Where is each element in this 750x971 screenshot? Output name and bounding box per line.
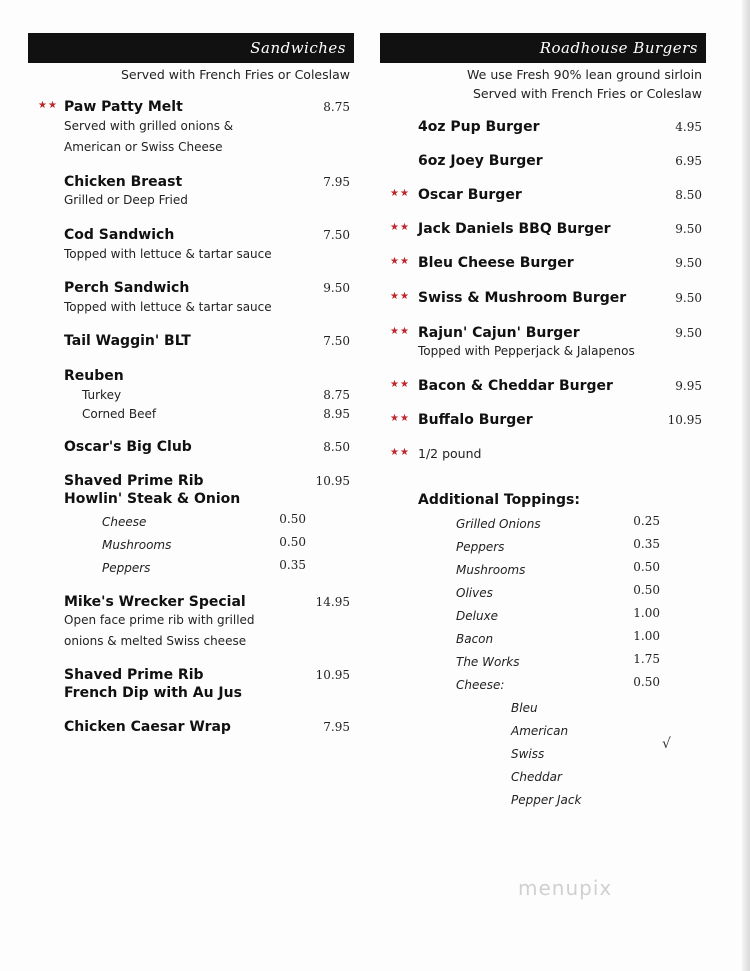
topping-price: 1.75 — [633, 652, 660, 666]
item-description: Topped with lettuce & tartar sauce — [64, 300, 272, 314]
topping-price: 1.00 — [633, 606, 660, 620]
topping-label: Cheese: — [456, 678, 505, 692]
topping-price: 0.25 — [633, 514, 660, 528]
item-name: Oscar's Big Club — [64, 439, 192, 455]
item-name: Buffalo Burger — [418, 412, 533, 428]
sub-option-label: Turkey — [82, 388, 122, 402]
item-price: 9.95 — [675, 379, 702, 393]
topping-price: 0.35 — [633, 537, 660, 551]
sub-option-price: 8.75 — [323, 388, 350, 402]
item-price: 8.50 — [323, 440, 350, 454]
item-price: 7.50 — [323, 228, 350, 242]
item-name: Howlin' Steak & Onion — [64, 491, 241, 507]
item-price: 7.50 — [323, 334, 350, 348]
star-icon: ★★ — [390, 326, 410, 337]
cheese-option: Bleu — [511, 701, 538, 715]
cheese-option: Swiss — [511, 747, 545, 761]
item-price: 9.50 — [323, 281, 350, 295]
topping-price: 0.50 — [633, 560, 660, 574]
option-label: Cheese — [102, 515, 147, 529]
item-name: Swiss & Mushroom Burger — [418, 290, 627, 306]
topping-price: 0.50 — [633, 583, 660, 597]
legend-text: 1/2 pound — [418, 446, 482, 461]
sub-option-price: 8.95 — [323, 407, 350, 421]
item-name: Bleu Cheese Burger — [418, 255, 574, 271]
item-name: Reuben — [64, 368, 124, 384]
item-name: Mike's Wrecker Special — [64, 594, 246, 610]
item-name: Jack Daniels BBQ Burger — [418, 221, 611, 237]
topping-label: Olives — [456, 586, 493, 600]
item-description: Open face prime rib with grilled — [64, 613, 255, 627]
topping-label: Mushrooms — [456, 563, 526, 577]
item-name: French Dip with Au Jus — [64, 685, 242, 701]
burgers-note: We use Fresh 90% lean ground sirloin — [467, 67, 702, 82]
item-description: onions & melted Swiss cheese — [64, 634, 247, 648]
item-price: 9.50 — [675, 256, 702, 270]
item-name: Chicken Breast — [64, 174, 183, 190]
option-price: 0.35 — [279, 558, 306, 572]
item-name: 4oz Pup Burger — [418, 119, 540, 135]
item-name: Paw Patty Melt — [64, 99, 183, 115]
star-icon: ★★ — [390, 379, 410, 390]
toppings-heading: Additional Toppings: — [418, 492, 580, 508]
cheese-option: Pepper Jack — [511, 793, 582, 807]
item-name: Cod Sandwich — [64, 227, 175, 243]
item-description: American or Swiss Cheese — [64, 140, 223, 154]
item-name: Tail Waggin' BLT — [64, 333, 191, 349]
star-icon: ★★ — [390, 447, 410, 458]
burgers-note: Served with French Fries or Coleslaw — [472, 86, 702, 101]
item-name: Shaved Prime Rib — [64, 473, 204, 489]
item-price: 4.95 — [675, 120, 702, 134]
item-name: Chicken Caesar Wrap — [64, 719, 231, 735]
star-icon: ★★ — [38, 100, 58, 111]
topping-label: Grilled Onions — [456, 517, 541, 531]
item-name: Shaved Prime Rib — [64, 667, 204, 683]
sandwiches-banner: Sandwiches — [28, 33, 354, 63]
item-price: 10.95 — [315, 474, 350, 488]
cheese-option: Cheddar — [511, 770, 562, 784]
item-name: Oscar Burger — [418, 187, 522, 203]
item-name: 6oz Joey Burger — [418, 153, 543, 169]
topping-label: Deluxe — [456, 609, 499, 623]
item-description: Topped with Pepperjack & Jalapenos — [418, 344, 635, 358]
star-icon: ★★ — [390, 188, 410, 199]
topping-label: Peppers — [456, 540, 505, 554]
item-price: 8.75 — [323, 100, 350, 114]
option-price: 0.50 — [279, 512, 306, 526]
option-label: Mushrooms — [102, 538, 172, 552]
item-price: 8.50 — [675, 188, 702, 202]
item-description: Topped with lettuce & tartar sauce — [64, 247, 272, 261]
item-price: 10.95 — [315, 668, 350, 682]
topping-label: Bacon — [456, 632, 494, 646]
item-description: Grilled or Deep Fried — [64, 193, 188, 207]
burgers-banner: Roadhouse Burgers — [380, 33, 706, 63]
topping-label: The Works — [456, 655, 520, 669]
pen-mark-icon: √ — [662, 736, 671, 752]
sandwiches-note: Served with French Fries or Coleslaw — [120, 67, 350, 82]
page-edge — [742, 0, 750, 971]
item-price: 14.95 — [315, 595, 350, 609]
item-price: 7.95 — [323, 720, 350, 734]
item-description: Served with grilled onions & — [64, 119, 234, 133]
item-price: 6.95 — [675, 154, 702, 168]
star-icon: ★★ — [390, 291, 410, 302]
item-name: Rajun' Cajun' Burger — [418, 325, 580, 341]
topping-price: 1.00 — [633, 629, 660, 643]
item-name: Bacon & Cheddar Burger — [418, 378, 613, 394]
item-price: 9.50 — [675, 291, 702, 305]
topping-price: 0.50 — [633, 675, 660, 689]
item-price: 9.50 — [675, 222, 702, 236]
item-price: 9.50 — [675, 326, 702, 340]
option-price: 0.50 — [279, 535, 306, 549]
item-name: Perch Sandwich — [64, 280, 190, 296]
watermark-logo: menupix — [518, 876, 613, 900]
sub-option-label: Corned Beef — [82, 407, 157, 421]
star-icon: ★★ — [390, 256, 410, 267]
option-label: Peppers — [102, 561, 151, 575]
cheese-option: American — [511, 724, 569, 738]
star-icon: ★★ — [390, 222, 410, 233]
item-price: 7.95 — [323, 175, 350, 189]
star-icon: ★★ — [390, 413, 410, 424]
item-price: 10.95 — [667, 413, 702, 427]
